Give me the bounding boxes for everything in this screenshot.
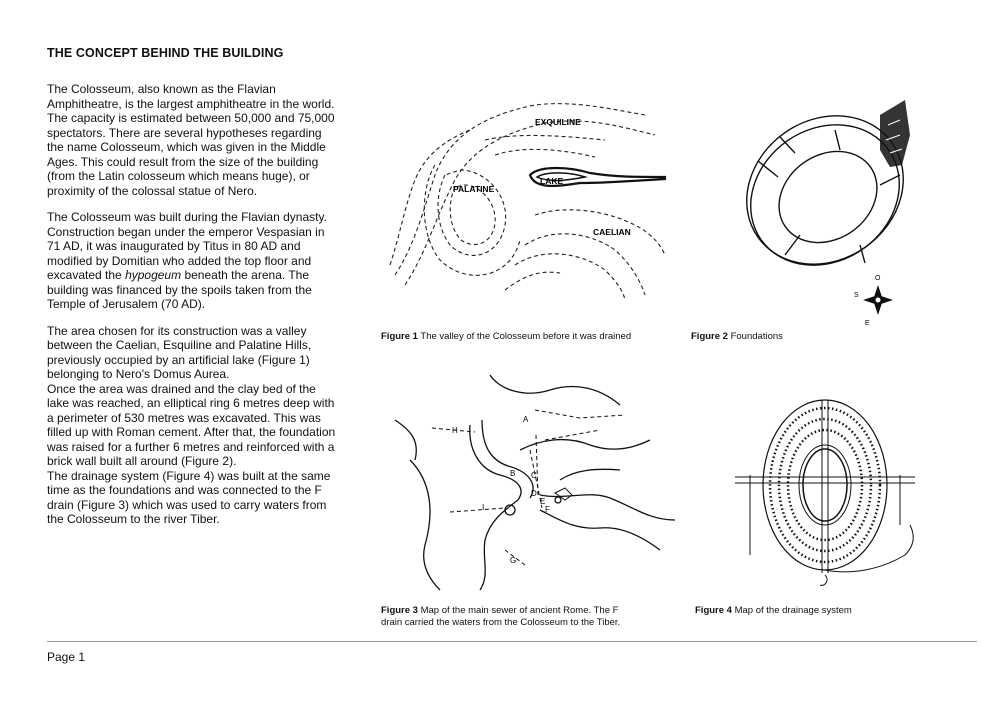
label-palatine: PALATINE [453, 184, 495, 194]
paragraph-site: The area chosen for its construction was a valley between the Caelian, Esquiline and Palatine Hills, previously occupied by an artificial lake (Figure 1) belonging to Nero's Domus Aurea. [47, 323, 312, 381]
page-number: Page 1 [47, 650, 86, 664]
label-i: I [482, 503, 485, 512]
label-lake: LAKE [540, 176, 564, 186]
figure-3-sewer-map [390, 370, 680, 595]
label-a: A [523, 415, 529, 424]
body-text [47, 82, 337, 527]
hypogeum-term: hypogeum [125, 268, 182, 282]
figure-4-caption: Figure 4 Map of the drainage system [695, 605, 852, 616]
label-caelian: CAELIAN [593, 227, 631, 237]
figure-2-foundations [740, 95, 920, 335]
figure-1-caption: Figure 1 The valley of the Colosseum before it was drained [381, 331, 632, 342]
footer-divider [47, 641, 977, 642]
paragraph-drainage: The drainage system (Figure 4) was built at the same time as the foundations and was connected to the F drain (Figure 3) which was used to carry waters from the Colosseum to the river Tiber. [47, 468, 331, 526]
label-e: E [540, 497, 546, 506]
paragraph-history: The Colosseum, also known as the Flavian Amphitheatre, is the largest amphitheatre in the world. The capacity is estimated between 50,000 and 75,000 spectators. There are several hypotheses regarding the name Colosseum, which was given in the Middle Ages. This could result from the size of the building (from the Latin colosseum which means huge), or proximity of the colossal statue of Nero. [47, 82, 335, 198]
label-esquiline: EXQUILINE [535, 117, 581, 127]
label-h: H [452, 426, 458, 435]
paragraph-foundation: Once the area was drained and the clay bed of the lake was reached, an elliptical ring 6 metres deep with a perimeter of 530 metres was excavated. This was filled up with Roman cement. After that, the foundation was raised for a further 6 metres and reinforced with a brick wall built all around (Figure 2). [47, 381, 336, 468]
label-c: C [531, 471, 537, 480]
svg-text:S: S [854, 292, 859, 299]
page-title: THE CONCEPT BEHIND THE BUILDING [47, 46, 284, 60]
compass-icon [854, 275, 893, 327]
paragraph-construction: The Colosseum was built during the Flavian dynasty. Construction began under the emperor Vespasian in 71 AD, it was inaugurated by Titus in 80 AD and modified by Domitian who added the top floor and excavated the hypogeum beneath the arena. The building was financed by the spoils taken from the Temple of Jerusalem (70 AD). [47, 210, 327, 311]
figure-2-caption: Figure 2 Foundations [691, 331, 783, 342]
label-b: B [510, 469, 516, 478]
figure-1-valley-map [375, 95, 675, 305]
svg-text:E: E [865, 320, 870, 327]
figure-3-caption: Figure 3 Map of the main sewer of ancient Rome. The F drain carried the waters from the Colosseum to the Tiber. [381, 605, 621, 628]
label-d: D [531, 489, 537, 498]
label-f: F [545, 505, 550, 514]
label-g: G [510, 556, 517, 565]
svg-text:O: O [875, 275, 881, 282]
figure-4-drainage-map [730, 395, 920, 595]
